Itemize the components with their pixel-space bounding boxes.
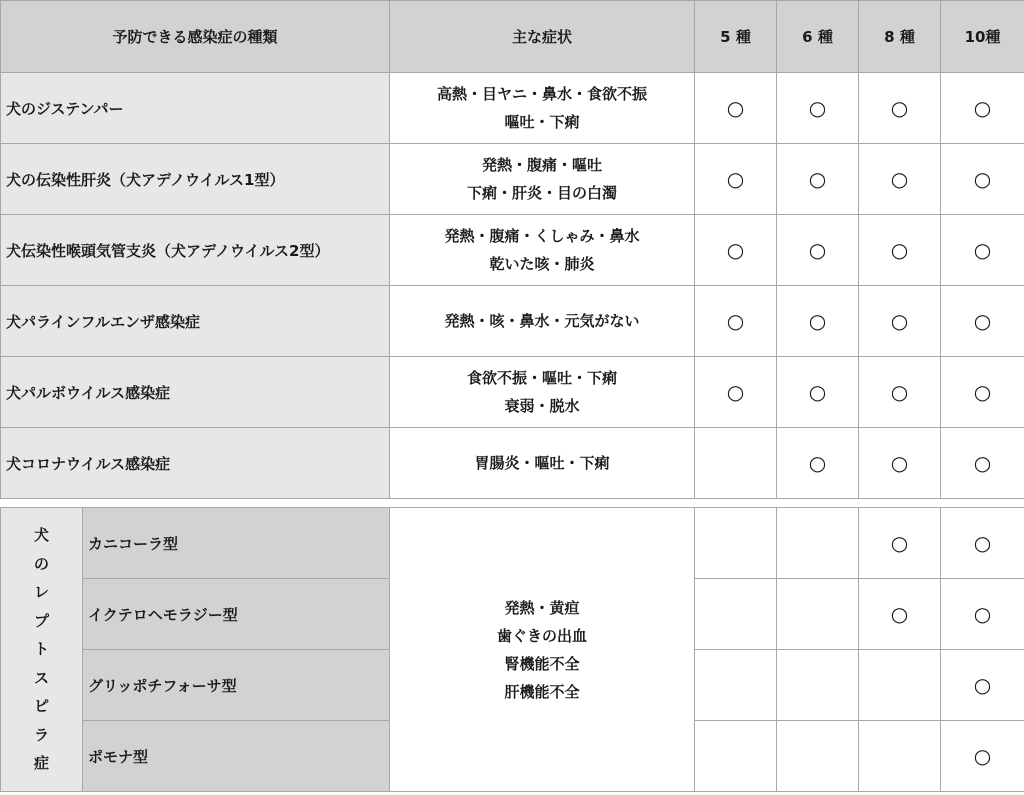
- disease-name: 犬のジステンパー: [1, 73, 390, 144]
- circle-mark: ○: [973, 451, 992, 475]
- table-header-row: [1, 1, 1024, 73]
- header-disease: 予防できる感染症の種類: [1, 1, 390, 73]
- circle-mark: ○: [726, 238, 745, 262]
- header-col-5: 5 種: [695, 1, 777, 73]
- circle-mark: ○: [808, 309, 827, 333]
- leptospira-type-name: イクテロヘモラジー型: [83, 579, 390, 650]
- group-label-char: 症: [33, 754, 49, 773]
- symptoms-cell: [390, 73, 695, 144]
- mark-cell-0: [695, 428, 777, 499]
- mark-cell-3: [941, 650, 1024, 721]
- symptom-line: 衰弱・脱水: [504, 397, 580, 415]
- mark-cell-2: [859, 508, 941, 579]
- mark-cell-1: [777, 73, 859, 144]
- circle-mark: ○: [973, 309, 992, 333]
- group-label-char: レ: [33, 583, 49, 602]
- circle-mark: ○: [890, 96, 909, 120]
- symptom-line: 発熱・黄疸: [504, 598, 580, 617]
- leptospira-type-name: ポモナ型: [83, 721, 390, 792]
- symptom-line: 乾いた咳・肺炎: [489, 255, 595, 273]
- circle-mark: ○: [973, 380, 992, 404]
- mark-cell-3: [941, 428, 1024, 499]
- group-label-char: 犬: [33, 526, 49, 545]
- symptom-line: 発熱・腹痛・嘔吐: [481, 156, 602, 174]
- mark-cell-1: [777, 215, 859, 286]
- circle-mark: ○: [890, 167, 909, 191]
- symptom-line: 発熱・腹痛・くしゃみ・鼻水: [444, 227, 640, 245]
- mark-cell-3: [941, 579, 1024, 650]
- circle-mark: ○: [973, 673, 992, 697]
- mark-cell-1: [777, 144, 859, 215]
- mark-cell-1: [777, 650, 859, 721]
- mark-cell-3: [941, 508, 1024, 579]
- leptospira-type-name: グリッポチフォーサ型: [83, 650, 390, 721]
- circle-mark: ○: [726, 96, 745, 120]
- symptoms-cell: [390, 144, 695, 215]
- mark-cell-1: [777, 508, 859, 579]
- mark-cell-3: [941, 144, 1024, 215]
- mark-cell-1: [777, 357, 859, 428]
- mark-cell-3: [941, 215, 1024, 286]
- leptospira-symptoms-cell: [390, 508, 695, 792]
- symptoms-cell: [390, 215, 695, 286]
- circle-mark: ○: [808, 380, 827, 404]
- leptospira-table: [0, 507, 1024, 792]
- mark-cell-1: [777, 579, 859, 650]
- mark-cell-1: [777, 286, 859, 357]
- mark-cell-2: [859, 286, 941, 357]
- circle-mark: ○: [808, 238, 827, 262]
- table-row: [1, 215, 1024, 286]
- circle-mark: ○: [808, 96, 827, 120]
- circle-mark: ○: [890, 380, 909, 404]
- mark-cell-2: [859, 215, 941, 286]
- mark-cell-0: [695, 215, 777, 286]
- group-label-char: プ: [33, 611, 49, 630]
- circle-mark: ○: [973, 96, 992, 120]
- table-row: [1, 73, 1024, 144]
- symptom-line: 高熱・目ヤニ・鼻水・食欲不振: [436, 85, 647, 103]
- group-label-char: ス: [33, 668, 49, 687]
- mark-cell-1: [777, 428, 859, 499]
- mark-cell-3: [941, 357, 1024, 428]
- circle-mark: ○: [726, 380, 745, 404]
- mark-cell-1: [777, 721, 859, 792]
- mark-cell-0: [695, 508, 777, 579]
- mark-cell-0: [695, 73, 777, 144]
- symptom-line: 肝機能不全: [504, 682, 580, 701]
- header-symptoms: 主な症状: [390, 1, 695, 73]
- disease-name: 犬の伝染性肝炎（犬アデノウイルス1型）: [1, 144, 390, 215]
- disease-name: 犬パラインフルエンザ感染症: [1, 286, 390, 357]
- symptom-line: 発熱・咳・鼻水・元気がない: [444, 312, 640, 330]
- circle-mark: ○: [973, 167, 992, 191]
- symptom-line: 下痢・肝炎・目の白濁: [466, 184, 617, 202]
- symptoms-cell: [390, 428, 695, 499]
- leptospira-type-name: カニコーラ型: [83, 508, 390, 579]
- mark-cell-3: [941, 721, 1024, 792]
- mark-cell-3: [941, 286, 1024, 357]
- circle-mark: ○: [973, 238, 992, 262]
- mark-cell-0: [695, 144, 777, 215]
- circle-mark: ○: [890, 309, 909, 333]
- symptoms-cell: [390, 357, 695, 428]
- symptom-line: 腎機能不全: [504, 654, 580, 673]
- circle-mark: ○: [808, 451, 827, 475]
- circle-mark: ○: [973, 744, 992, 768]
- disease-name: 犬コロナウイルス感染症: [1, 428, 390, 499]
- circle-mark: ○: [973, 531, 992, 555]
- circle-mark: ○: [973, 602, 992, 626]
- symptoms-cell: [390, 286, 695, 357]
- circle-mark: ○: [726, 167, 745, 191]
- leptospira-group-label: [1, 508, 83, 792]
- circle-mark: ○: [726, 309, 745, 333]
- symptom-line: 嘔吐・下痢: [504, 113, 580, 131]
- disease-name: 犬パルボウイルス感染症: [1, 357, 390, 428]
- symptom-line: 食欲不振・嘔吐・下痢: [466, 369, 617, 387]
- symptom-line: 歯ぐきの出血: [496, 626, 587, 645]
- group-label-char: ラ: [33, 725, 49, 744]
- header-col-6: 6 種: [777, 1, 859, 73]
- circle-mark: ○: [890, 531, 909, 555]
- group-label-char: ピ: [33, 697, 49, 716]
- table-row: [1, 357, 1024, 428]
- header-col-10: 10種: [941, 1, 1024, 73]
- group-label-char: ト: [33, 640, 49, 659]
- table-row: [1, 144, 1024, 215]
- mark-cell-0: [695, 357, 777, 428]
- disease-name: 犬伝染性喉頭気管支炎（犬アデノウイルス2型）: [1, 215, 390, 286]
- table-row: [1, 428, 1024, 499]
- mark-cell-2: [859, 650, 941, 721]
- mark-cell-2: [859, 357, 941, 428]
- circle-mark: ○: [808, 167, 827, 191]
- mark-cell-2: [859, 721, 941, 792]
- mark-cell-2: [859, 73, 941, 144]
- circle-mark: ○: [890, 451, 909, 475]
- mark-cell-2: [859, 428, 941, 499]
- symptom-line: 胃腸炎・嘔吐・下痢: [474, 454, 610, 472]
- mark-cell-2: [859, 579, 941, 650]
- circle-mark: ○: [890, 602, 909, 626]
- mark-cell-2: [859, 144, 941, 215]
- mark-cell-0: [695, 650, 777, 721]
- mark-cell-0: [695, 721, 777, 792]
- mark-cell-3: [941, 73, 1024, 144]
- table-row: [1, 508, 1024, 579]
- mark-cell-0: [695, 286, 777, 357]
- table-row: [1, 286, 1024, 357]
- circle-mark: ○: [890, 238, 909, 262]
- group-label-char: の: [33, 554, 49, 573]
- header-col-8: 8 種: [859, 1, 941, 73]
- mark-cell-0: [695, 579, 777, 650]
